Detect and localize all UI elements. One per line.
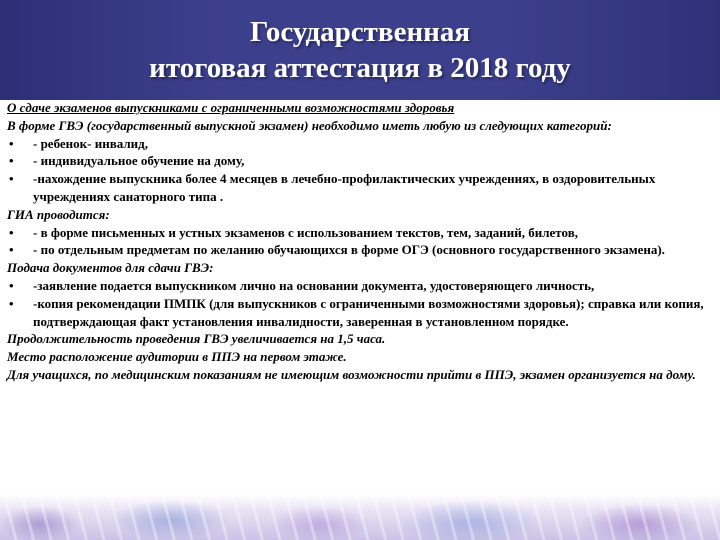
bullet-icon: •	[9, 135, 14, 151]
category-item-1: - ребенок- инвалид,	[33, 135, 148, 151]
list-item	[7, 152, 713, 170]
location-text: Место расположение аудитории в ППЭ на первом этаже.	[7, 349, 347, 365]
list-item	[7, 170, 713, 206]
list-item	[7, 241, 713, 259]
bullet-icon: •	[9, 295, 14, 311]
bullet-icon: •	[9, 171, 14, 187]
bullet-icon: •	[9, 224, 14, 240]
gia-item-2: - по отдельным предметам по желанию обучающихся в форме ОГЭ (основного государственного экзамена).	[33, 242, 665, 258]
list-item	[7, 135, 713, 153]
home-exam-text: Для учащихся, по медицинским показаниям не имеющим возможности прийти в ППЭ, экзамен организуется на дому.	[7, 366, 696, 382]
gia-item-1: - в форме письменных и устных экзаменов с использованием текстов, тем, заданий, билетов,	[33, 224, 578, 240]
title-banner	[0, 0, 720, 100]
category-item-3: -нахождение выпускника более 4 месяцев в лечебно-профилактических учреждениях, в оздоровительных учреждениях санаторного типа .	[33, 171, 656, 204]
docs-item-1: -заявление подается выпускником лично на основании документа, удостоверяющего личность,	[33, 277, 595, 293]
category-item-2: - индивидуальное обучение на дому,	[33, 153, 245, 169]
bullet-icon: •	[9, 277, 14, 293]
section-heading: О сдаче экзаменов выпускниками с ограниченными возможностями здоровья	[7, 100, 455, 115]
bullet-icon: •	[9, 242, 14, 258]
duration-text: Продолжительность проведения ГВЭ увеличивается на 1,5 часа.	[7, 331, 386, 347]
gia-label: ГИА проводится:	[7, 206, 110, 222]
bullet-icon: •	[9, 153, 14, 169]
page-title-line-2: итоговая аттестация в 2018 году	[149, 52, 571, 84]
page-title-line-1: Государственная	[249, 16, 471, 48]
intro-text: В форме ГВЭ (государственный выпускной экзамен) необходимо иметь любую из следующих категорий:	[7, 117, 612, 133]
list-item	[7, 295, 713, 331]
document-body	[7, 99, 713, 384]
docs-label: Подача документов для сдачи ГВЭ:	[7, 260, 214, 276]
docs-item-2: -копия рекомендации ПМПК (для выпускников с ограниченными возможностями здоровья); справка или копия, подтверждающая факт установления инвалидности, заверенная в установленном порядке.	[33, 295, 704, 329]
decorative-footer-image	[0, 494, 720, 540]
list-item	[7, 277, 713, 295]
list-item	[7, 224, 713, 242]
